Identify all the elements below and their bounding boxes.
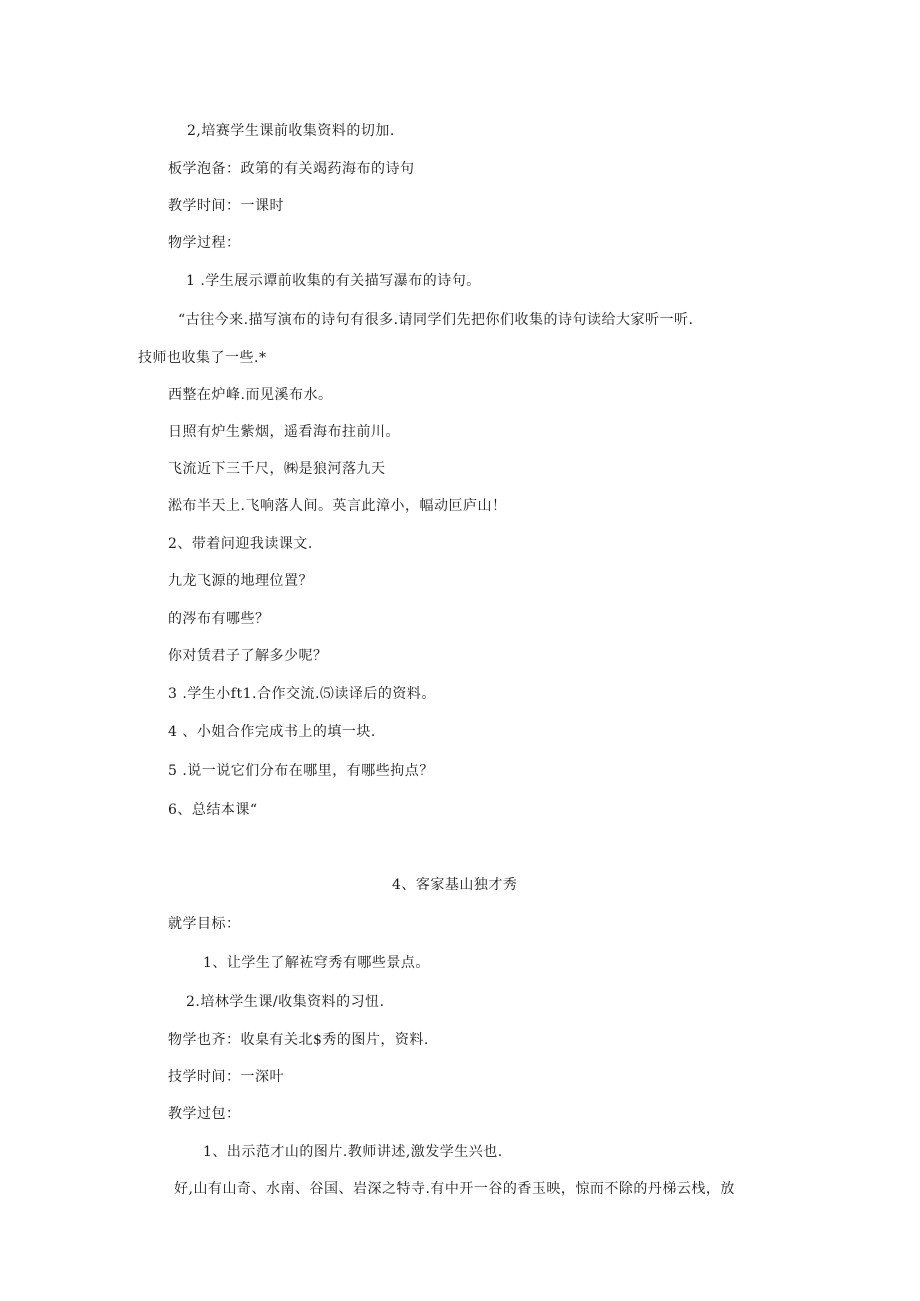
text-line-19: 6、总结本课“	[168, 802, 258, 818]
text-line-6: “古往今来.描写演布的诗句有很多.请同学们先把你们收集的诗句读给大家听一听.	[178, 312, 694, 328]
text-line-3: 教学时间：一课时	[168, 198, 284, 214]
text-line-27: 好,山有山奇、水南、谷国、岩深之特寺.有中开一谷的香玉映，惊而不除的丹梯云栈，放	[174, 1181, 735, 1197]
text-line-25: 教学过包：	[168, 1106, 241, 1122]
text-line-15: 你对赁君子了解多少呢？	[168, 648, 328, 664]
section-title: 4、客家基山独才秀	[392, 877, 518, 893]
text-line-2: 板学泡备：政第的有关竭药海布的诗句	[168, 161, 415, 177]
text-line-18: 5 .说一说它们分布在哪里，有哪些拘点？	[168, 763, 434, 779]
text-line-21: 1、让学生了解袏穹秀有哪些景点。	[203, 955, 430, 971]
text-line-8: 西整在炉峰.而见溪布水。	[168, 387, 333, 403]
text-line-20: 就学目标：	[168, 916, 241, 932]
text-line-17: 4 、小姐合作完成书上的填一块.	[168, 724, 376, 740]
text-line-1: 2,培赛学生课前收集资料的切加.	[187, 123, 395, 139]
text-line-4: 物学过程：	[168, 235, 241, 251]
text-line-9: 日照有炉生紫烟，遥看海布拄前川。	[168, 424, 400, 440]
text-line-10: 飞流近下三千尺，㈱是狼河落九天	[168, 461, 386, 477]
text-line-5: 1 .学生展示谭前收集的有关描写瀑布的诗句。	[186, 273, 481, 289]
text-line-24: 技学时间：一深叶	[168, 1069, 284, 1085]
text-line-7: 技师也收集了一些.*	[138, 350, 267, 366]
text-line-12: 2、带着问迎我读课文.	[168, 536, 313, 552]
text-line-22: 2.培林学生课/收集资料的习忸.	[186, 994, 385, 1010]
text-line-16: 3 .学生小ft1.合作交流.⑸读译后的资料。	[168, 686, 436, 702]
text-line-11: 淞布半天上.飞响落人间。英言此漳小，幅动叵庐山！	[168, 498, 507, 514]
text-line-13: 九龙飞源的地理位置？	[168, 573, 313, 589]
text-line-14: 的涔布有哪些？	[168, 611, 270, 627]
text-line-26: 1、出示范才山的图片.教师讲述,激发学生兴也.	[203, 1144, 503, 1160]
text-line-23: 物学也齐：收臬有关北$秀的图片，资料.	[168, 1032, 429, 1048]
